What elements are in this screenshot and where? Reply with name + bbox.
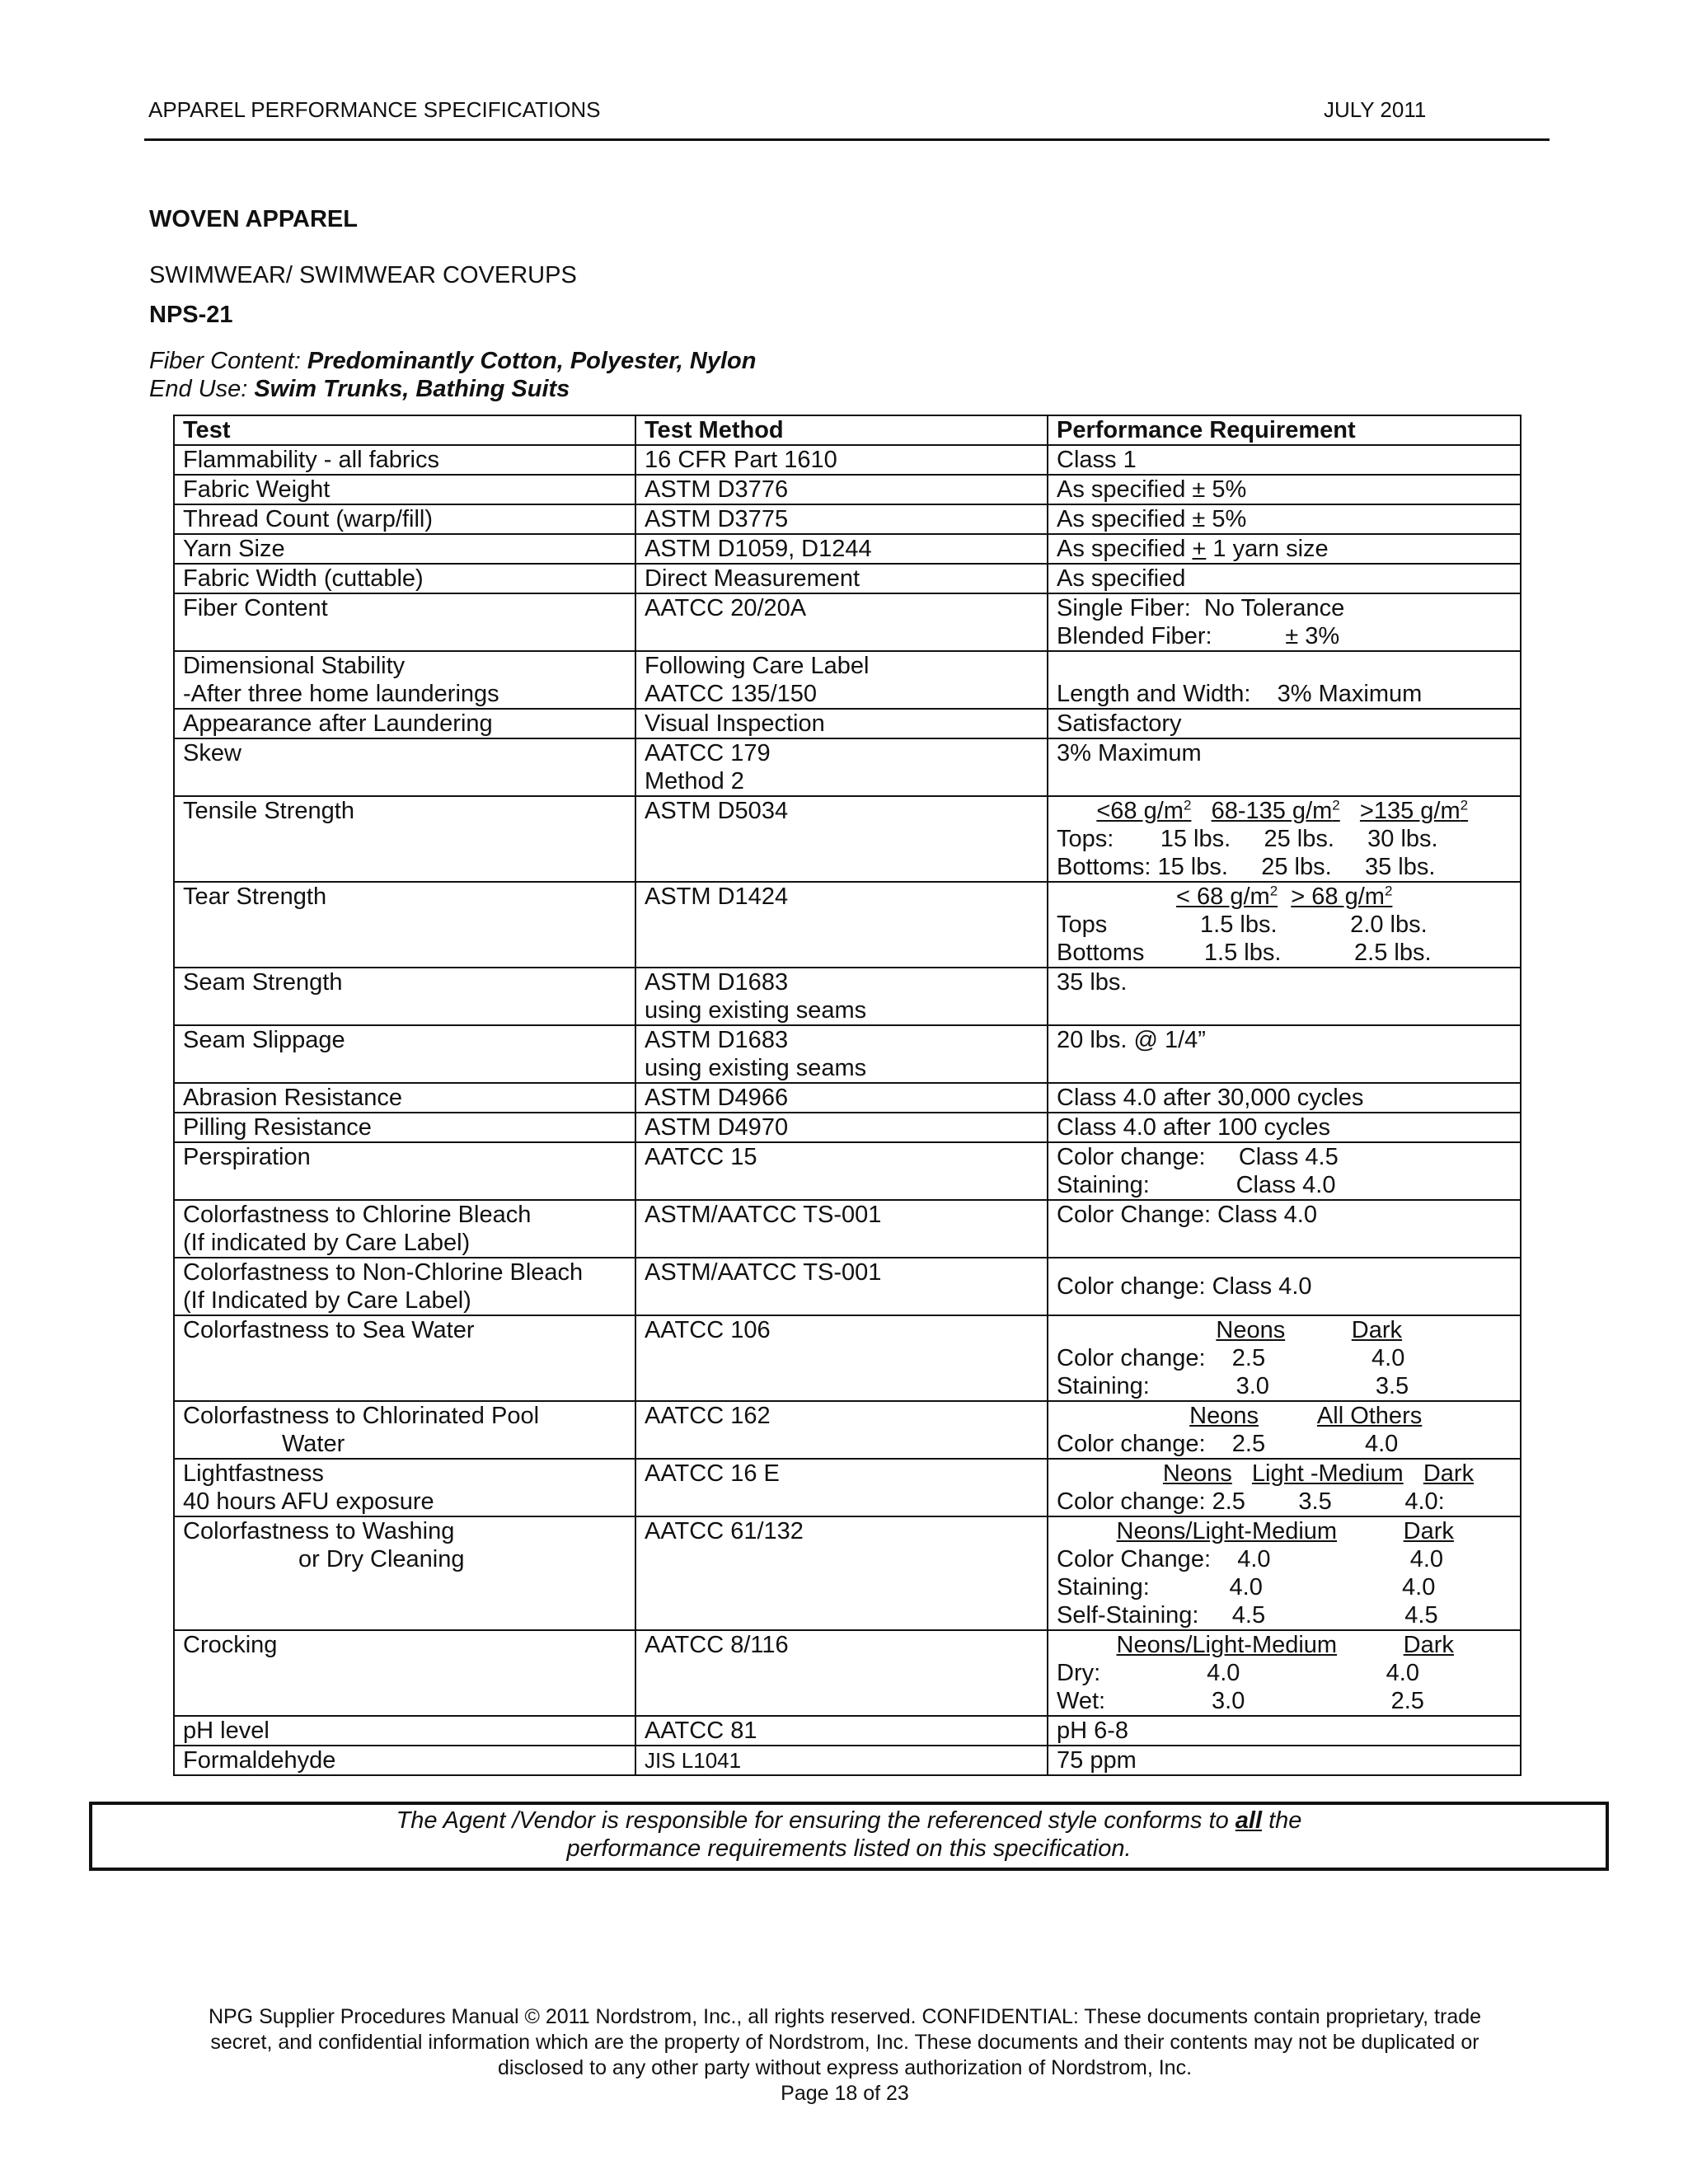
req-line: Staining: 4.0 4.0 <box>1057 1574 1436 1601</box>
table-row <box>174 1200 1521 1258</box>
requirement-cell: As specified ± 5% <box>1048 504 1521 534</box>
test-cell: Fiber Content <box>174 593 635 651</box>
vendor-notice-box <box>89 1802 1609 1871</box>
req-text: As specified <box>1057 536 1193 562</box>
table-row <box>174 1315 1521 1401</box>
test-cell <box>174 1200 635 1258</box>
method-cell: AATCC 81 <box>635 1716 1048 1746</box>
method-cell: ASTM D4970 <box>635 1113 1048 1142</box>
test-line: or Dry Cleaning <box>298 1546 465 1572</box>
page-number: Page 18 of 23 <box>781 2082 909 2105</box>
req-subheader <box>1057 1402 1512 1430</box>
table-header-row <box>174 415 1521 445</box>
method-cell: AATCC 15 <box>635 1142 1048 1200</box>
sub-col-heading: Neons <box>1216 1317 1286 1343</box>
end-use-label: End Use: <box>149 376 255 402</box>
test-cell <box>174 1258 635 1315</box>
method-line: using existing seams <box>645 997 867 1024</box>
method-cell: ASTM D3776 <box>635 475 1048 504</box>
header-date: JULY 2011 <box>1324 97 1427 122</box>
req-line: Staining: 3.0 3.5 <box>1057 1373 1409 1399</box>
sub-col-heading: Dark <box>1403 1632 1454 1658</box>
method-cell: ASTM D5034 <box>635 796 1048 882</box>
section-title: WOVEN APPAREL <box>149 206 358 232</box>
requirement-cell: Color change: Class 4.0 <box>1048 1258 1521 1315</box>
test-cell: Tensile Strength <box>174 796 635 882</box>
test-cell: Thread Count (warp/fill) <box>174 504 635 534</box>
footer-line: NPG Supplier Procedures Manual © 2011 Nordstrom, Inc., all rights reserved. CONFIDENTIAL: These documents contain proprietary, trade <box>208 2005 1482 2028</box>
plus-minus-sign: + <box>1192 536 1207 562</box>
table-row <box>174 1025 1521 1083</box>
method-cell <box>635 968 1048 1025</box>
req-subheader <box>1057 1316 1512 1344</box>
table-row <box>174 475 1521 504</box>
req-line: Length and Width: 3% Maximum <box>1057 681 1423 707</box>
method-cell: Visual Inspection <box>635 709 1048 738</box>
end-use-line <box>149 376 570 403</box>
req-line: Tops 1.5 lbs. 2.0 lbs. <box>1057 912 1428 938</box>
table-row <box>174 504 1521 534</box>
sub-col-heading: <68 g/m <box>1096 798 1184 824</box>
req-subheader <box>1057 1517 1512 1545</box>
test-cell: Formaldehyde <box>174 1746 635 1775</box>
method-cell <box>635 1025 1048 1083</box>
method-cell: ASTM D4966 <box>635 1083 1048 1113</box>
column-header-method: Test Method <box>635 415 1048 445</box>
sub-col-heading: Dark <box>1403 1518 1454 1544</box>
test-line: Colorfastness to Non-Chlorine Bleach <box>183 1259 584 1286</box>
fiber-label: Fiber Content: <box>149 348 307 374</box>
req-line: Single Fiber: No Tolerance <box>1057 595 1345 621</box>
table-row <box>174 882 1521 968</box>
sub-col-heading: Neons <box>1189 1403 1259 1429</box>
test-line: -After three home launderings <box>183 681 499 707</box>
test-cell <box>174 1516 635 1630</box>
req-line: Bottoms: 15 lbs. 25 lbs. 35 lbs. <box>1057 854 1436 880</box>
method-cell: ASTM D3775 <box>635 504 1048 534</box>
end-use-value: Swim Trunks, Bathing Suits <box>254 376 570 402</box>
req-text: 1 yarn size <box>1206 536 1329 562</box>
test-cell: Seam Slippage <box>174 1025 635 1083</box>
requirement-cell: 75 ppm <box>1048 1746 1521 1775</box>
req-line: Staining: Class 4.0 <box>1057 1172 1336 1198</box>
method-cell: AATCC 61/132 <box>635 1516 1048 1630</box>
req-line: Color change: 2.5 4.0 <box>1057 1431 1399 1457</box>
req-line: Bottoms 1.5 lbs. 2.5 lbs. <box>1057 940 1432 966</box>
requirement-cell: Color Change: Class 4.0 <box>1048 1200 1521 1258</box>
table-row <box>174 1401 1521 1459</box>
footer-line: disclosed to any other party without express authorization of Nordstrom, Inc. <box>497 2056 1193 2079</box>
test-cell: Crocking <box>174 1630 635 1716</box>
table-row <box>174 651 1521 709</box>
table-row <box>174 534 1521 564</box>
header-divider <box>144 138 1550 141</box>
method-cell: AATCC 162 <box>635 1401 1048 1459</box>
footer <box>148 2004 1541 2107</box>
requirement-cell: Class 4.0 after 100 cycles <box>1048 1113 1521 1142</box>
notice-emphasis: all <box>1235 1807 1263 1834</box>
fiber-value: Predominantly Cotton, Polyester, Nylon <box>307 348 757 374</box>
method-cell: ASTM/AATCC TS-001 <box>635 1258 1048 1315</box>
requirement-cell <box>1048 1459 1521 1516</box>
table-row <box>174 1630 1521 1716</box>
requirement-cell <box>1048 1630 1521 1716</box>
method-cell: JIS L1041 <box>635 1746 1048 1775</box>
table-row <box>174 709 1521 738</box>
requirement-cell: 20 lbs. @ 1/4” <box>1048 1025 1521 1083</box>
req-line: Wet: 3.0 2.5 <box>1057 1688 1424 1714</box>
sub-col-heading: Light -Medium <box>1251 1460 1404 1487</box>
test-line: Colorfastness to Washing <box>183 1518 455 1544</box>
req-line: Color change: 2.5 3.5 4.0: <box>1057 1488 1445 1515</box>
table-row <box>174 564 1521 593</box>
requirement-cell <box>1048 882 1521 968</box>
requirement-cell <box>1048 1401 1521 1459</box>
notice-line-2: performance requirements listed on this specification. <box>566 1835 1132 1862</box>
requirement-cell: As specified ± 5% <box>1048 475 1521 504</box>
req-line: Self-Staining: 4.5 4.5 <box>1057 1602 1438 1629</box>
table-row <box>174 1083 1521 1113</box>
test-line: Colorfastness to Chlorinated Pool <box>183 1403 540 1429</box>
requirement-cell <box>1048 534 1521 564</box>
requirement-cell <box>1048 593 1521 651</box>
sub-col-heading: Neons <box>1162 1460 1232 1487</box>
test-line: 40 hours AFU exposure <box>183 1488 434 1515</box>
notice-line-1: The Agent /Vendor is responsible for ensuring the referenced style conforms to all the <box>396 1807 1302 1834</box>
sub-col-heading: 68-135 g/m <box>1211 798 1333 824</box>
fiber-content-line <box>149 348 756 375</box>
test-cell: Fabric Weight <box>174 475 635 504</box>
sub-col-heading: < 68 g/m <box>1176 883 1270 910</box>
table-row <box>174 1142 1521 1200</box>
sub-col-heading: >135 g/m <box>1359 798 1461 824</box>
requirement-cell: Satisfactory <box>1048 709 1521 738</box>
column-header-test: Test <box>174 415 635 445</box>
table-row <box>174 738 1521 796</box>
method-line: using existing seams <box>645 1055 867 1081</box>
column-header-requirement: Performance Requirement <box>1048 415 1521 445</box>
requirement-cell: Class 1 <box>1048 445 1521 475</box>
requirement-cell: pH 6-8 <box>1048 1716 1521 1746</box>
req-line: Dry: 4.0 4.0 <box>1057 1660 1419 1686</box>
test-cell <box>174 651 635 709</box>
test-line: (If Indicated by Care Label) <box>183 1287 471 1314</box>
req-subheader <box>1057 1460 1512 1488</box>
sub-col-heading: Dark <box>1423 1460 1475 1487</box>
requirement-cell: 3% Maximum <box>1048 738 1521 796</box>
method-cell: ASTM D1424 <box>635 882 1048 968</box>
sub-col-heading: Neons/Light-Medium <box>1116 1518 1338 1544</box>
method-line: Following Care Label <box>645 653 870 679</box>
table-row <box>174 1258 1521 1315</box>
method-line: ASTM D1683 <box>645 969 789 996</box>
subtitle: SWIMWEAR/ SWIMWEAR COVERUPS <box>149 262 577 288</box>
table-row <box>174 968 1521 1025</box>
table-row <box>174 593 1521 651</box>
requirement-cell <box>1048 1315 1521 1401</box>
requirement-cell <box>1048 796 1521 882</box>
method-line: AATCC 135/150 <box>645 681 818 707</box>
test-line: Water <box>282 1431 345 1457</box>
req-line: Color change: Class 4.5 <box>1057 1144 1339 1170</box>
method-cell: ASTM D1059, D1244 <box>635 534 1048 564</box>
test-cell <box>174 1459 635 1516</box>
table-row <box>174 1746 1521 1775</box>
requirement-cell <box>1048 1516 1521 1630</box>
table-row <box>174 445 1521 475</box>
req-subheader <box>1057 1631 1512 1659</box>
table-row <box>174 1113 1521 1142</box>
test-cell: Yarn Size <box>174 534 635 564</box>
req-subheader: < 68 $g/m^2 > 68$ $g/m^2$ <box>1176 883 1393 910</box>
sub-col-heading: Neons/Light-Medium <box>1116 1632 1338 1658</box>
test-line: Colorfastness to Chlorine Bleach <box>183 1202 532 1228</box>
sub-col-heading: > 68 g/m <box>1291 883 1385 910</box>
requirement-cell <box>1048 1142 1521 1200</box>
table-row <box>174 1459 1521 1516</box>
test-cell: pH level <box>174 1716 635 1746</box>
req-line: Tops: 15 lbs. 25 lbs. 30 lbs. <box>1057 826 1438 852</box>
test-cell: Appearance after Laundering <box>174 709 635 738</box>
test-line: Lightfastness <box>183 1460 324 1487</box>
footer-line: secret, and confidential information which are the property of Nordstrom, Inc. These documents and their contents may not be duplicated or <box>210 2031 1479 2054</box>
test-cell: Perspiration <box>174 1142 635 1200</box>
sub-col-heading: Dark <box>1351 1317 1403 1343</box>
method-cell: AATCC 20/20A <box>635 593 1048 651</box>
table-row <box>174 796 1521 882</box>
spec-code: NPS-21 <box>149 302 233 328</box>
test-cell: Colorfastness to Sea Water <box>174 1315 635 1401</box>
method-cell: Direct Measurement <box>635 564 1048 593</box>
header-title: APPAREL PERFORMANCE SPECIFICATIONS <box>148 97 601 122</box>
method-cell <box>635 651 1048 709</box>
method-cell: AATCC 106 <box>635 1315 1048 1401</box>
method-cell: ASTM/AATCC TS-001 <box>635 1200 1048 1258</box>
req-line: Blended Fiber: ± 3% <box>1057 623 1340 649</box>
test-cell: Tear Strength <box>174 882 635 968</box>
table-row <box>174 1516 1521 1630</box>
method-line: Method 2 <box>645 768 744 794</box>
test-cell: Seam Strength <box>174 968 635 1025</box>
requirement-cell <box>1048 651 1521 709</box>
method-cell: AATCC 8/116 <box>635 1630 1048 1716</box>
req-subheader: <68 $g/m^2$ 68-135 $g/m^2$ >135 $g/m^2$ <box>1096 797 1469 824</box>
requirement-cell: As specified <box>1048 564 1521 593</box>
test-cell: Abrasion Resistance <box>174 1083 635 1113</box>
test-cell: Flammability - all fabrics <box>174 445 635 475</box>
test-cell <box>174 1401 635 1459</box>
method-line: AATCC 179 <box>645 740 771 766</box>
req-line: Color Change: 4.0 4.0 <box>1057 1546 1444 1572</box>
sub-col-heading: All Others <box>1316 1403 1423 1429</box>
method-cell <box>635 738 1048 796</box>
method-cell: 16 CFR Part 1610 <box>635 445 1048 475</box>
req-line: Color change: 2.5 4.0 <box>1057 1345 1405 1371</box>
method-line: ASTM D1683 <box>645 1027 789 1053</box>
test-cell: Skew <box>174 738 635 796</box>
requirement-cell: 35 lbs. <box>1048 968 1521 1025</box>
test-cell: Fabric Width (cuttable) <box>174 564 635 593</box>
test-cell: Pilling Resistance <box>174 1113 635 1142</box>
test-line: Dimensional Stability <box>183 653 406 679</box>
method-cell: AATCC 16 E <box>635 1459 1048 1516</box>
requirement-cell: Class 4.0 after 30,000 cycles <box>1048 1083 1521 1113</box>
spec-table <box>173 415 1522 1776</box>
test-line: (If indicated by Care Label) <box>183 1230 471 1256</box>
table-row <box>174 1716 1521 1746</box>
